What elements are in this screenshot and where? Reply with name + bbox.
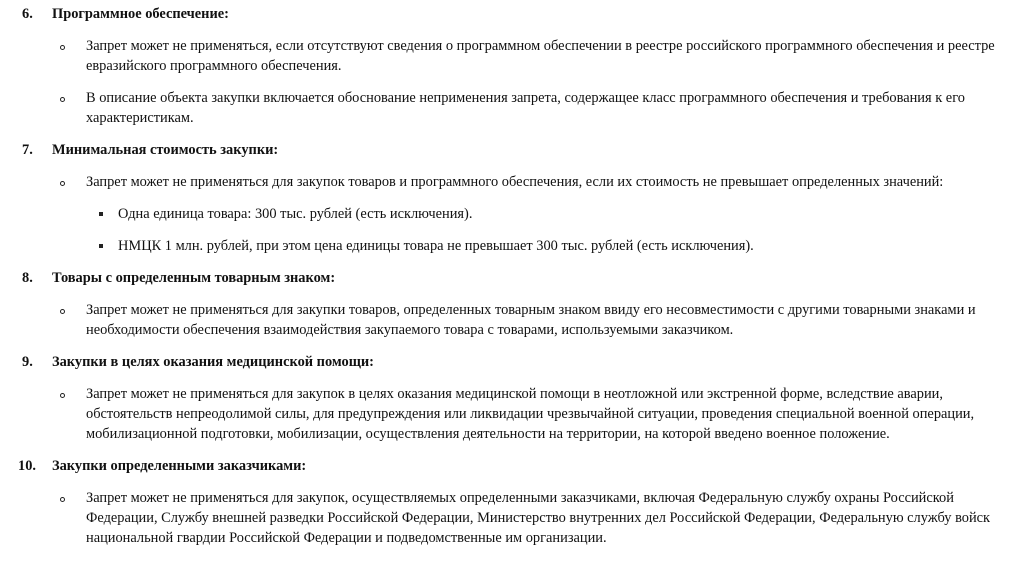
circle-bullet-icon bbox=[60, 181, 65, 186]
section-8 bbox=[0, 268, 1024, 340]
list-item-text: Запрет может не применяться для закупки товаров, определенных товарным знаком ввиду его несовместимости с другими товарными знаками и необходимости обеспечения взаимодействия закупаемого товара с товарами, используемыми заказчиком. bbox=[86, 302, 976, 338]
square-bullet-icon bbox=[99, 212, 103, 216]
section-title: Программное обеспечение: bbox=[52, 6, 229, 22]
section-title: Закупки в целях оказания медицинской помощи: bbox=[52, 354, 374, 370]
list-item bbox=[0, 488, 1024, 548]
list-item bbox=[0, 300, 1024, 340]
sub-list-item bbox=[0, 236, 1024, 256]
list-item-text: В описание объекта закупки включается обоснование неприменения запрета, содержащее класс программного обеспечения и требования к его характеристикам. bbox=[86, 90, 965, 126]
section-number: 9. bbox=[22, 354, 33, 370]
list-item-text: Запрет может не применяться для закупок, осуществляемых определенными заказчиками, включая Федеральную службу охраны Российской Федерации, Службу внешней разведки Российской Федерации, Министерство внутренних дел Российской Федерации, Федеральную службу войск национальной гвардии Российской Федерации и подведомственные им организации. bbox=[86, 490, 991, 546]
section-9 bbox=[0, 352, 1024, 444]
section-title: Минимальная стоимость закупки: bbox=[52, 142, 279, 158]
list-item bbox=[0, 384, 1024, 444]
section-heading bbox=[0, 4, 1024, 24]
section-6 bbox=[0, 4, 1024, 128]
section-heading bbox=[0, 140, 1024, 160]
list-item-text: Запрет может не применяться для закупок товаров и программного обеспечения, если их стоимость не превышает определенных значений: bbox=[86, 174, 944, 190]
section-heading bbox=[0, 352, 1024, 372]
section-title: Товары с определенным товарным знаком: bbox=[52, 270, 336, 286]
square-bullet-icon bbox=[99, 244, 103, 248]
section-number: 8. bbox=[22, 270, 33, 286]
sub-list-item-text: НМЦК 1 млн. рублей, при этом цена единицы товара не превышает 300 тыс. рублей (есть исключения). bbox=[118, 238, 754, 254]
list-item-text: Запрет может не применяться для закупок в целях оказания медицинской помощи в неотложной или экстренной форме, вследствие аварии, обстоятельств непреодолимой силы, для предупреждения или ликвидации чрезвычайной ситуации, проведения специальной военной операции, мобилизационной подготовки, мобилизации, осуществления деятельности на территории, на которой введено военное положение. bbox=[86, 386, 975, 442]
circle-bullet-icon bbox=[60, 45, 65, 50]
circle-bullet-icon bbox=[60, 393, 65, 398]
section-heading bbox=[0, 456, 1024, 476]
section-10 bbox=[0, 456, 1024, 548]
list-item-text: Запрет может не применяться, если отсутствуют сведения о программном обеспечении в реестре российского программного обеспечения и реестре евразийского программного обеспечения. bbox=[86, 38, 995, 74]
list-item bbox=[0, 36, 1024, 76]
section-title: Закупки определенными заказчиками: bbox=[52, 458, 307, 474]
section-number: 7. bbox=[22, 142, 33, 158]
section-number: 10. bbox=[18, 458, 36, 474]
section-number: 6. bbox=[22, 6, 33, 22]
list-item bbox=[0, 172, 1024, 192]
section-heading bbox=[0, 268, 1024, 288]
circle-bullet-icon bbox=[60, 497, 65, 502]
section-7 bbox=[0, 140, 1024, 256]
sub-list-item bbox=[0, 204, 1024, 224]
sub-list-item-text: Одна единица товара: 300 тыс. рублей (есть исключения). bbox=[118, 206, 473, 222]
circle-bullet-icon bbox=[60, 309, 65, 314]
list-item bbox=[0, 88, 1024, 128]
circle-bullet-icon bbox=[60, 97, 65, 102]
